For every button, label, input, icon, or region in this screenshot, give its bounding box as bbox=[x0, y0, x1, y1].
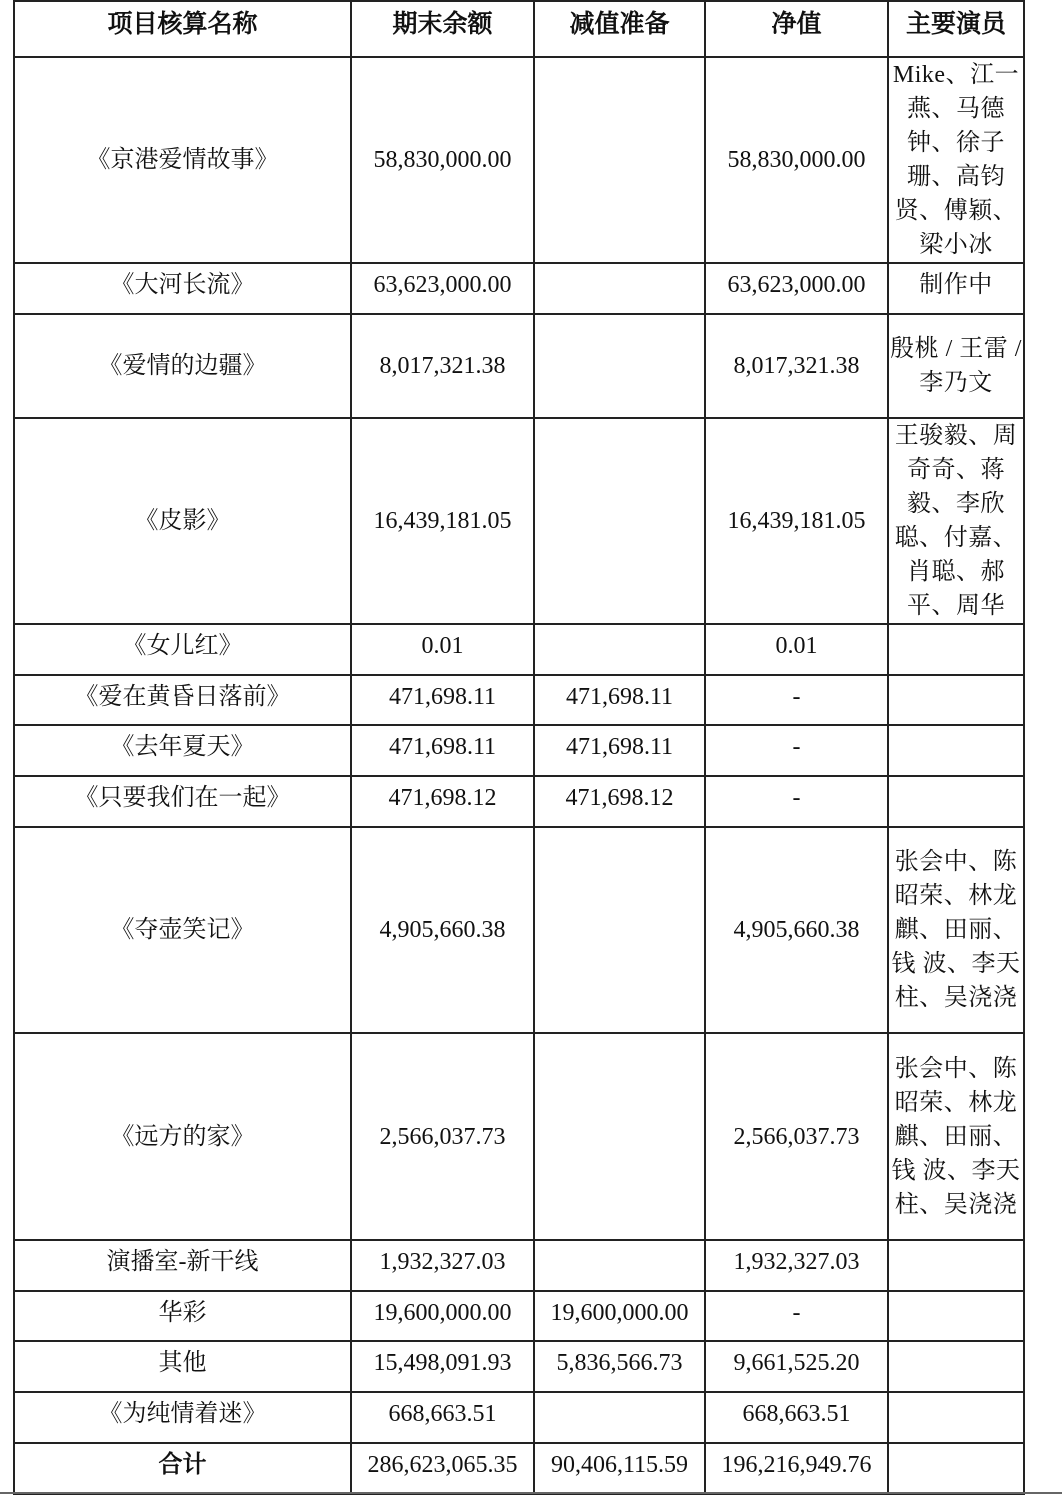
balance-cell: 58,830,000.00 bbox=[351, 57, 534, 263]
impairment-cell bbox=[534, 418, 705, 624]
actors-cell: 张会中、陈昭荣、林龙麒、田丽、钱 波、李天柱、吴浇浇 bbox=[888, 827, 1024, 1033]
total-impairment-cell: 90,406,115.59 bbox=[534, 1443, 705, 1494]
net-cell: - bbox=[705, 675, 888, 725]
actors-cell bbox=[888, 1291, 1024, 1341]
table-row bbox=[14, 314, 1024, 418]
project-name-cell: 《远方的家》 bbox=[14, 1033, 351, 1240]
actors-cell bbox=[888, 675, 1024, 725]
balance-cell: 471,698.11 bbox=[351, 675, 534, 725]
project-name-cell: 演播室-新干线 bbox=[14, 1240, 351, 1291]
header-ending-balance: 期末余额 bbox=[351, 1, 534, 57]
net-cell: 0.01 bbox=[705, 624, 888, 675]
project-name-cell: 《只要我们在一起》 bbox=[14, 776, 351, 827]
balance-cell: 0.01 bbox=[351, 624, 534, 675]
impairment-cell bbox=[534, 1033, 705, 1240]
table-row bbox=[14, 1341, 1024, 1392]
header-row bbox=[14, 1, 1024, 57]
actors-cell bbox=[888, 1240, 1024, 1291]
impairment-cell: 471,698.11 bbox=[534, 725, 705, 776]
project-name-cell: 《夺壶笑记》 bbox=[14, 827, 351, 1033]
table-row bbox=[14, 827, 1024, 1033]
impairment-cell: 471,698.12 bbox=[534, 776, 705, 827]
total-row bbox=[14, 1443, 1024, 1494]
net-cell: 668,663.51 bbox=[705, 1392, 888, 1443]
actors-cell bbox=[888, 776, 1024, 827]
table-row bbox=[14, 418, 1024, 624]
impairment-cell bbox=[534, 624, 705, 675]
impairment-cell: 5,836,566.73 bbox=[534, 1341, 705, 1392]
project-name-cell: 《女儿红》 bbox=[14, 624, 351, 675]
actors-cell bbox=[888, 725, 1024, 776]
impairment-cell bbox=[534, 827, 705, 1033]
total-actors-cell bbox=[888, 1443, 1024, 1494]
header-impairment: 减值准备 bbox=[534, 1, 705, 57]
net-cell: - bbox=[705, 1291, 888, 1341]
project-name-cell: 华彩 bbox=[14, 1291, 351, 1341]
balance-cell: 1,932,327.03 bbox=[351, 1240, 534, 1291]
table-row bbox=[14, 624, 1024, 675]
net-cell: - bbox=[705, 776, 888, 827]
total-label-cell: 合计 bbox=[14, 1443, 351, 1494]
table-row bbox=[14, 1033, 1024, 1240]
balance-cell: 8,017,321.38 bbox=[351, 314, 534, 418]
project-name-cell: 《大河长流》 bbox=[14, 263, 351, 314]
balance-cell: 668,663.51 bbox=[351, 1392, 534, 1443]
impairment-cell bbox=[534, 1240, 705, 1291]
balance-cell: 4,905,660.38 bbox=[351, 827, 534, 1033]
project-name-cell: 《为纯情着迷》 bbox=[14, 1392, 351, 1443]
actors-cell: Mike、江一燕、马德钟、徐子珊、高钧贤、傅颖、梁小冰 bbox=[888, 57, 1024, 263]
actors-cell: 殷桃 / 王雷 / 李乃文 bbox=[888, 314, 1024, 418]
table-row bbox=[14, 57, 1024, 263]
project-name-cell: 《爱情的边疆》 bbox=[14, 314, 351, 418]
balance-cell: 2,566,037.73 bbox=[351, 1033, 534, 1240]
net-cell: 2,566,037.73 bbox=[705, 1033, 888, 1240]
balance-cell: 15,498,091.93 bbox=[351, 1341, 534, 1392]
page-bottom-rule bbox=[0, 1492, 1062, 1494]
impairment-cell: 471,698.11 bbox=[534, 675, 705, 725]
actors-cell: 制作中 bbox=[888, 263, 1024, 314]
balance-cell: 63,623,000.00 bbox=[351, 263, 534, 314]
net-cell: 1,932,327.03 bbox=[705, 1240, 888, 1291]
table-row bbox=[14, 725, 1024, 776]
project-name-cell: 《皮影》 bbox=[14, 418, 351, 624]
header-net-value: 净值 bbox=[705, 1, 888, 57]
table-row bbox=[14, 776, 1024, 827]
table-row bbox=[14, 1291, 1024, 1341]
table-row bbox=[14, 1392, 1024, 1443]
total-net-cell: 196,216,949.76 bbox=[705, 1443, 888, 1494]
net-cell: 9,661,525.20 bbox=[705, 1341, 888, 1392]
balance-cell: 16,439,181.05 bbox=[351, 418, 534, 624]
actors-cell: 张会中、陈昭荣、林龙麒、田丽、钱 波、李天柱、吴浇浇 bbox=[888, 1033, 1024, 1240]
balance-cell: 471,698.12 bbox=[351, 776, 534, 827]
table-row bbox=[14, 263, 1024, 314]
actors-cell bbox=[888, 1392, 1024, 1443]
table-row bbox=[14, 1240, 1024, 1291]
impairment-cell bbox=[534, 314, 705, 418]
project-name-cell: 《去年夏天》 bbox=[14, 725, 351, 776]
actors-cell: 王骏毅、周奇奇、蒋毅、李欣聪、付嘉、肖聪、郝平、周华 bbox=[888, 418, 1024, 624]
net-cell: 4,905,660.38 bbox=[705, 827, 888, 1033]
project-name-cell: 《京港爱情故事》 bbox=[14, 57, 351, 263]
net-cell: 8,017,321.38 bbox=[705, 314, 888, 418]
impairment-cell: 19,600,000.00 bbox=[534, 1291, 705, 1341]
header-main-actors: 主要演员 bbox=[888, 1, 1024, 57]
impairment-cell bbox=[534, 57, 705, 263]
header-project-name: 项目核算名称 bbox=[14, 1, 351, 57]
project-name-cell: 其他 bbox=[14, 1341, 351, 1392]
table-row bbox=[14, 675, 1024, 725]
net-cell: - bbox=[705, 725, 888, 776]
actors-cell bbox=[888, 624, 1024, 675]
total-balance-cell: 286,623,065.35 bbox=[351, 1443, 534, 1494]
impairment-cell bbox=[534, 263, 705, 314]
net-cell: 63,623,000.00 bbox=[705, 263, 888, 314]
project-name-cell: 《爱在黄昏日落前》 bbox=[14, 675, 351, 725]
film-inventory-table bbox=[13, 0, 1025, 1495]
impairment-cell bbox=[534, 1392, 705, 1443]
actors-cell bbox=[888, 1341, 1024, 1392]
net-cell: 58,830,000.00 bbox=[705, 57, 888, 263]
net-cell: 16,439,181.05 bbox=[705, 418, 888, 624]
balance-cell: 471,698.11 bbox=[351, 725, 534, 776]
balance-cell: 19,600,000.00 bbox=[351, 1291, 534, 1341]
